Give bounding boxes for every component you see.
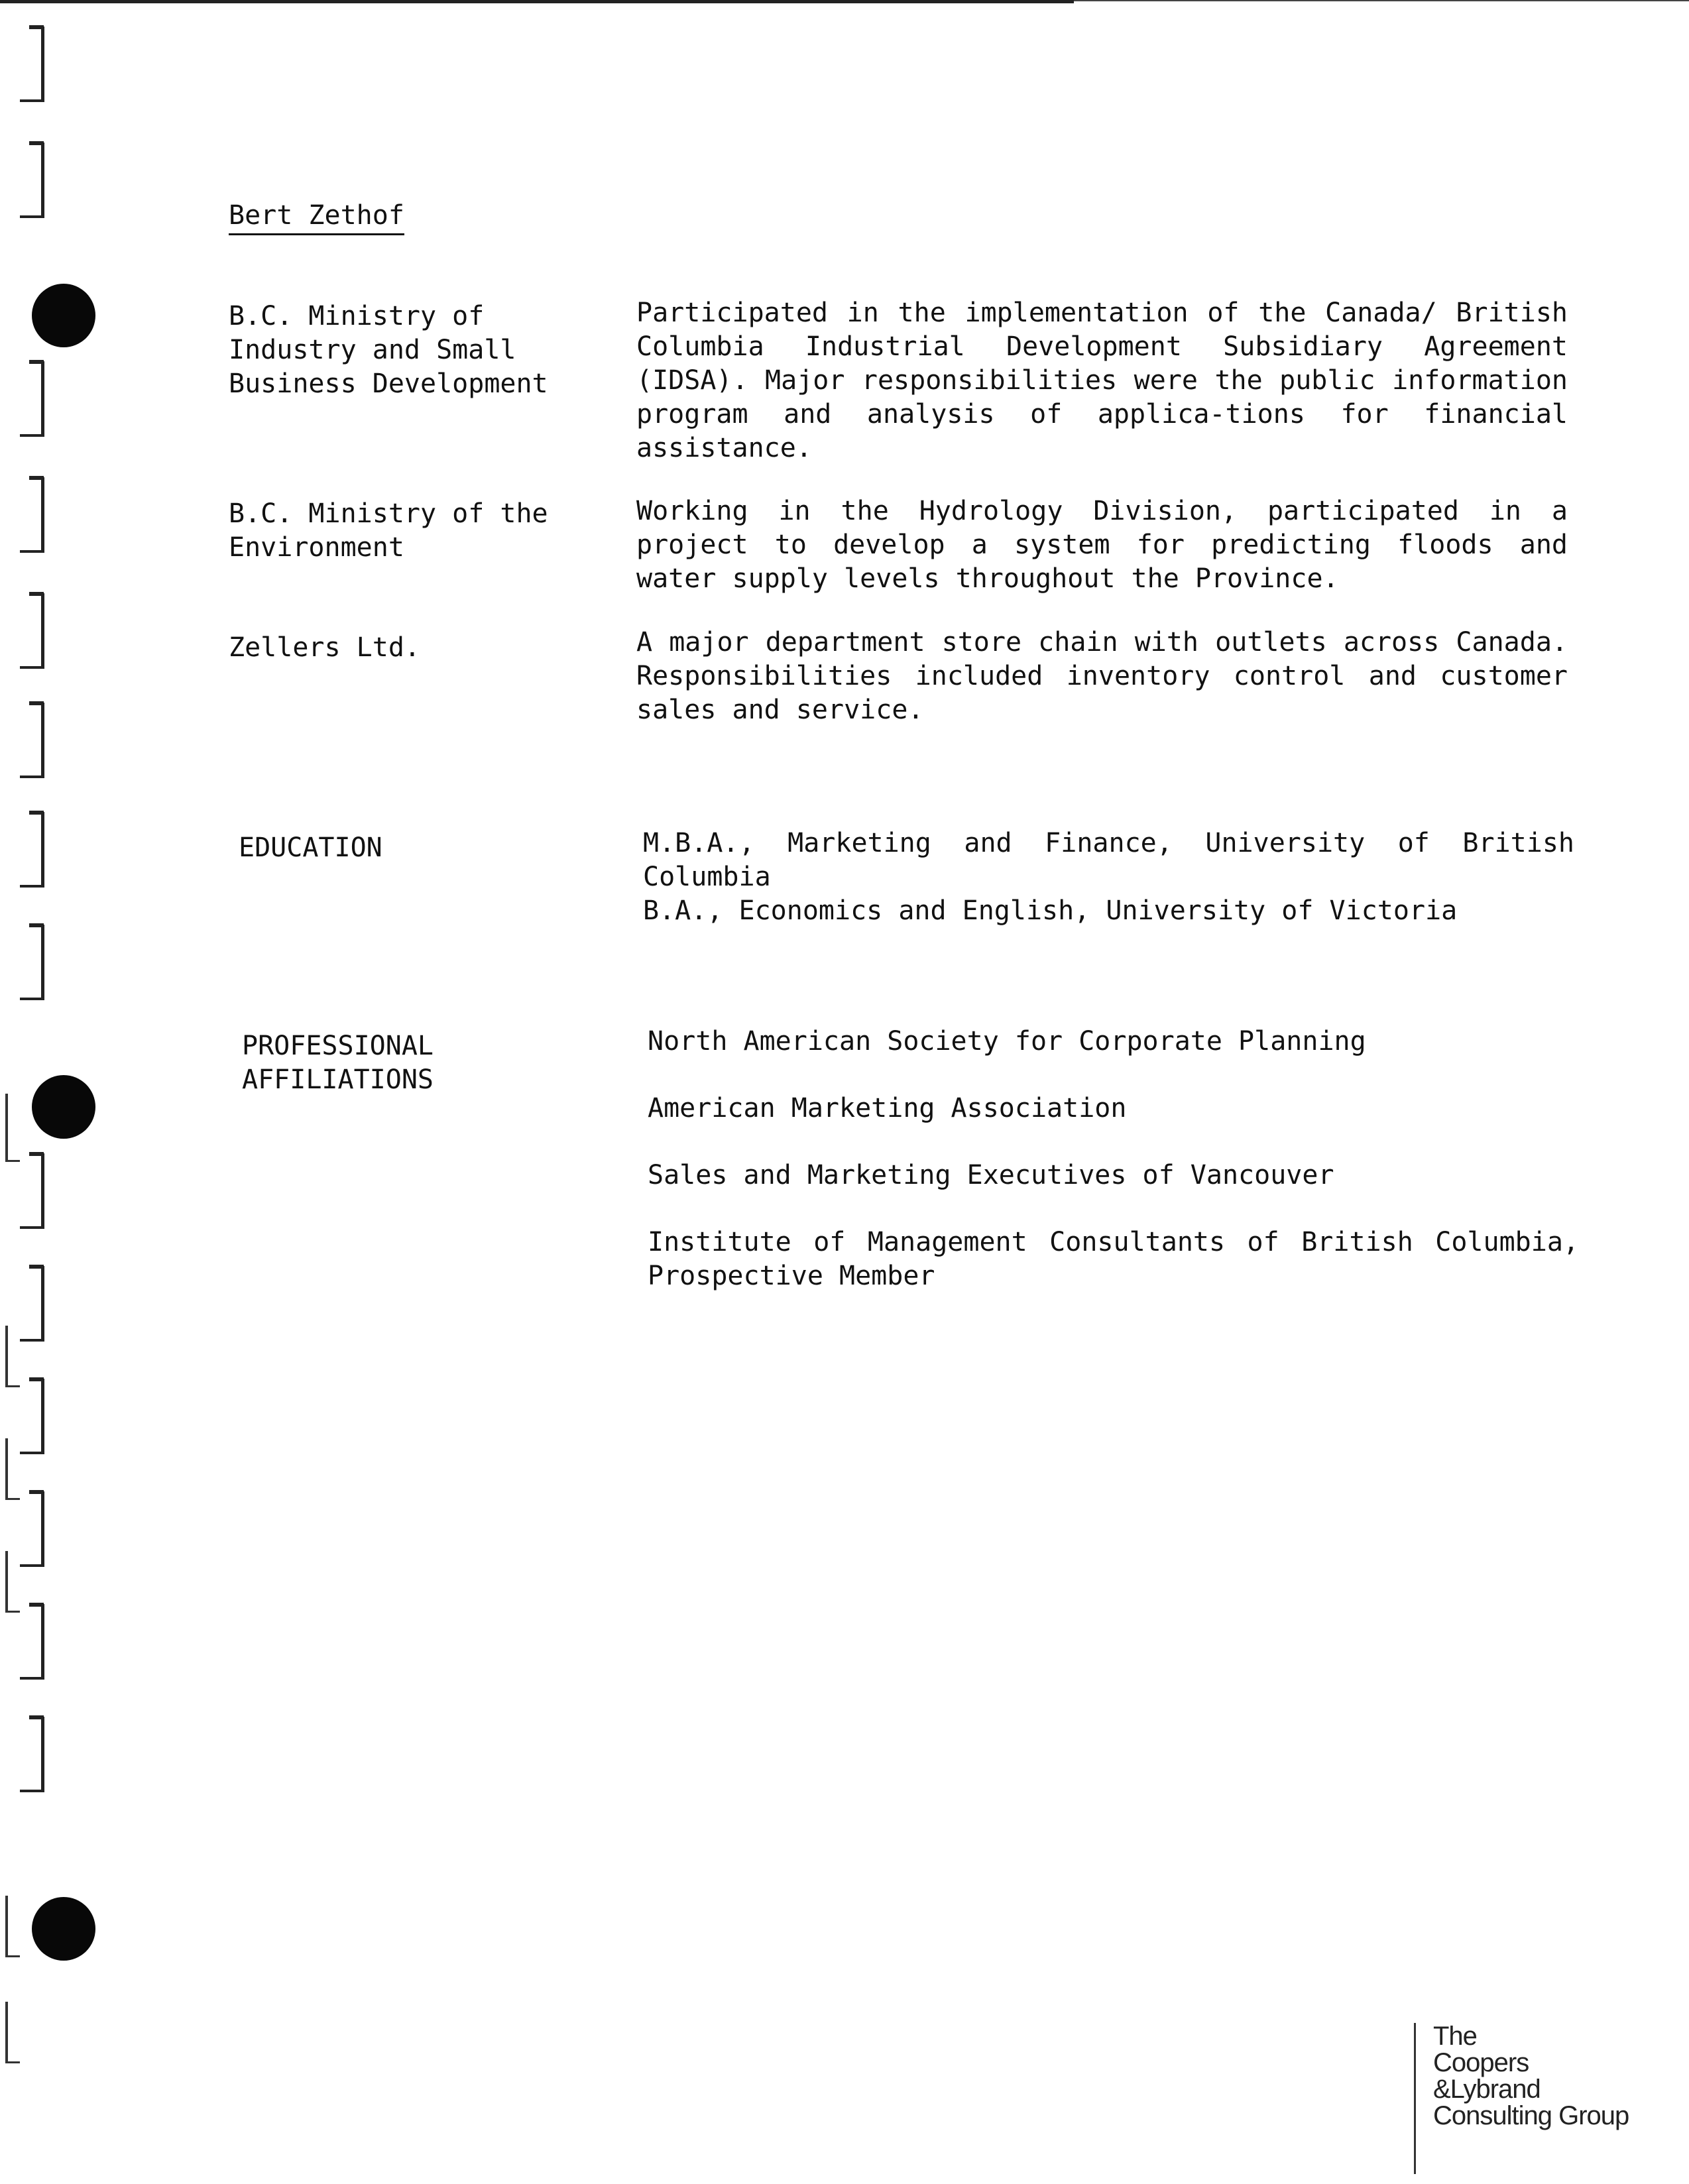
binder-bracket-mark xyxy=(20,361,44,437)
binder-bracket-mark xyxy=(20,1379,44,1454)
binder-bracket-mark xyxy=(20,1604,44,1680)
page-top-edge xyxy=(0,0,1074,3)
experience-label-ministry-environment xyxy=(229,497,548,565)
label-line: B.C. Ministry of the xyxy=(229,498,548,529)
affiliations-heading xyxy=(242,1029,434,1097)
binder-bracket-mark xyxy=(20,27,44,102)
binder-bracket-mark xyxy=(20,812,44,888)
binder-left-mark xyxy=(5,1896,20,1957)
binder-left-mark xyxy=(5,2002,20,2063)
affiliation-item: American Marketing Association xyxy=(648,1093,1127,1123)
label-line: Industry and Small xyxy=(229,335,516,365)
experience-description-ministry-environment: Working in the Hydrology Division, participated in a project to develop a system for predicting floods and water supply levels throughout the Province. xyxy=(636,496,1568,594)
affiliation-item: North American Society for Corporate Planning xyxy=(648,1026,1366,1057)
experience-description-zellers: A major department store chain with outlets across Canada. Responsibilities included inventory control and customer sales and service. xyxy=(636,627,1568,725)
binder-hole xyxy=(32,1897,95,1961)
logo-line: The xyxy=(1433,2022,1477,2051)
label-line: B.C. Ministry of xyxy=(229,301,485,331)
education-heading: EDUCATION xyxy=(239,833,382,863)
label-line: Zellers Ltd. xyxy=(229,632,420,663)
binder-bracket-mark xyxy=(20,593,44,669)
education-item: M.B.A., Marketing and Finance, University of British Columbia xyxy=(643,828,1574,892)
logo-line: Coopers xyxy=(1433,2048,1529,2077)
binder-bracket-mark xyxy=(20,925,44,1000)
binder-bracket-mark xyxy=(20,703,44,778)
page-top-edge-thin xyxy=(1074,0,1689,1)
binder-left-mark xyxy=(5,1438,20,1500)
experience-description-ministry-industry: Participated in the implementation of the Canada/ British Columbia Industrial Development Subsidiary Agreement (IDSA). Major responsibilities were the public information program and analysis of applica-tions for financial assistance. xyxy=(636,298,1568,463)
experience-label-zellers xyxy=(229,631,420,665)
binder-bracket-mark xyxy=(20,1153,44,1229)
affiliation-item: Sales and Marketing Executives of Vancouver xyxy=(648,1160,1334,1190)
affiliation-item: Institute of Management Consultants of British Columbia, Prospective Member xyxy=(648,1227,1579,1291)
coopers-lybrand-logo xyxy=(1414,2023,1629,2174)
label-line: PROFESSIONAL xyxy=(242,1031,434,1061)
education-list xyxy=(643,827,1574,928)
binder-hole xyxy=(32,284,95,347)
binder-bracket-mark xyxy=(20,1717,44,1792)
binder-bracket-mark xyxy=(20,477,44,553)
affiliations-list xyxy=(648,1025,1579,1326)
binder-hole xyxy=(32,1075,95,1139)
logo-line: &Lybrand xyxy=(1433,2075,1541,2104)
binder-bracket-mark xyxy=(20,1266,44,1342)
binder-left-mark xyxy=(5,1551,20,1613)
label-line: Environment xyxy=(229,532,404,563)
binder-bracket-mark xyxy=(20,1491,44,1567)
label-line: AFFILIATIONS xyxy=(242,1064,434,1095)
label-line: Business Development xyxy=(229,369,548,399)
education-item: B.A., Economics and English, University of Victoria xyxy=(643,895,1458,926)
logo-line: Consulting Group xyxy=(1433,2101,1629,2130)
binder-left-mark xyxy=(5,1094,20,1162)
binder-bracket-mark xyxy=(20,143,44,218)
person-name: Bert Zethof xyxy=(229,199,404,235)
binder-left-mark xyxy=(5,1326,20,1387)
experience-label-ministry-industry xyxy=(229,300,548,401)
